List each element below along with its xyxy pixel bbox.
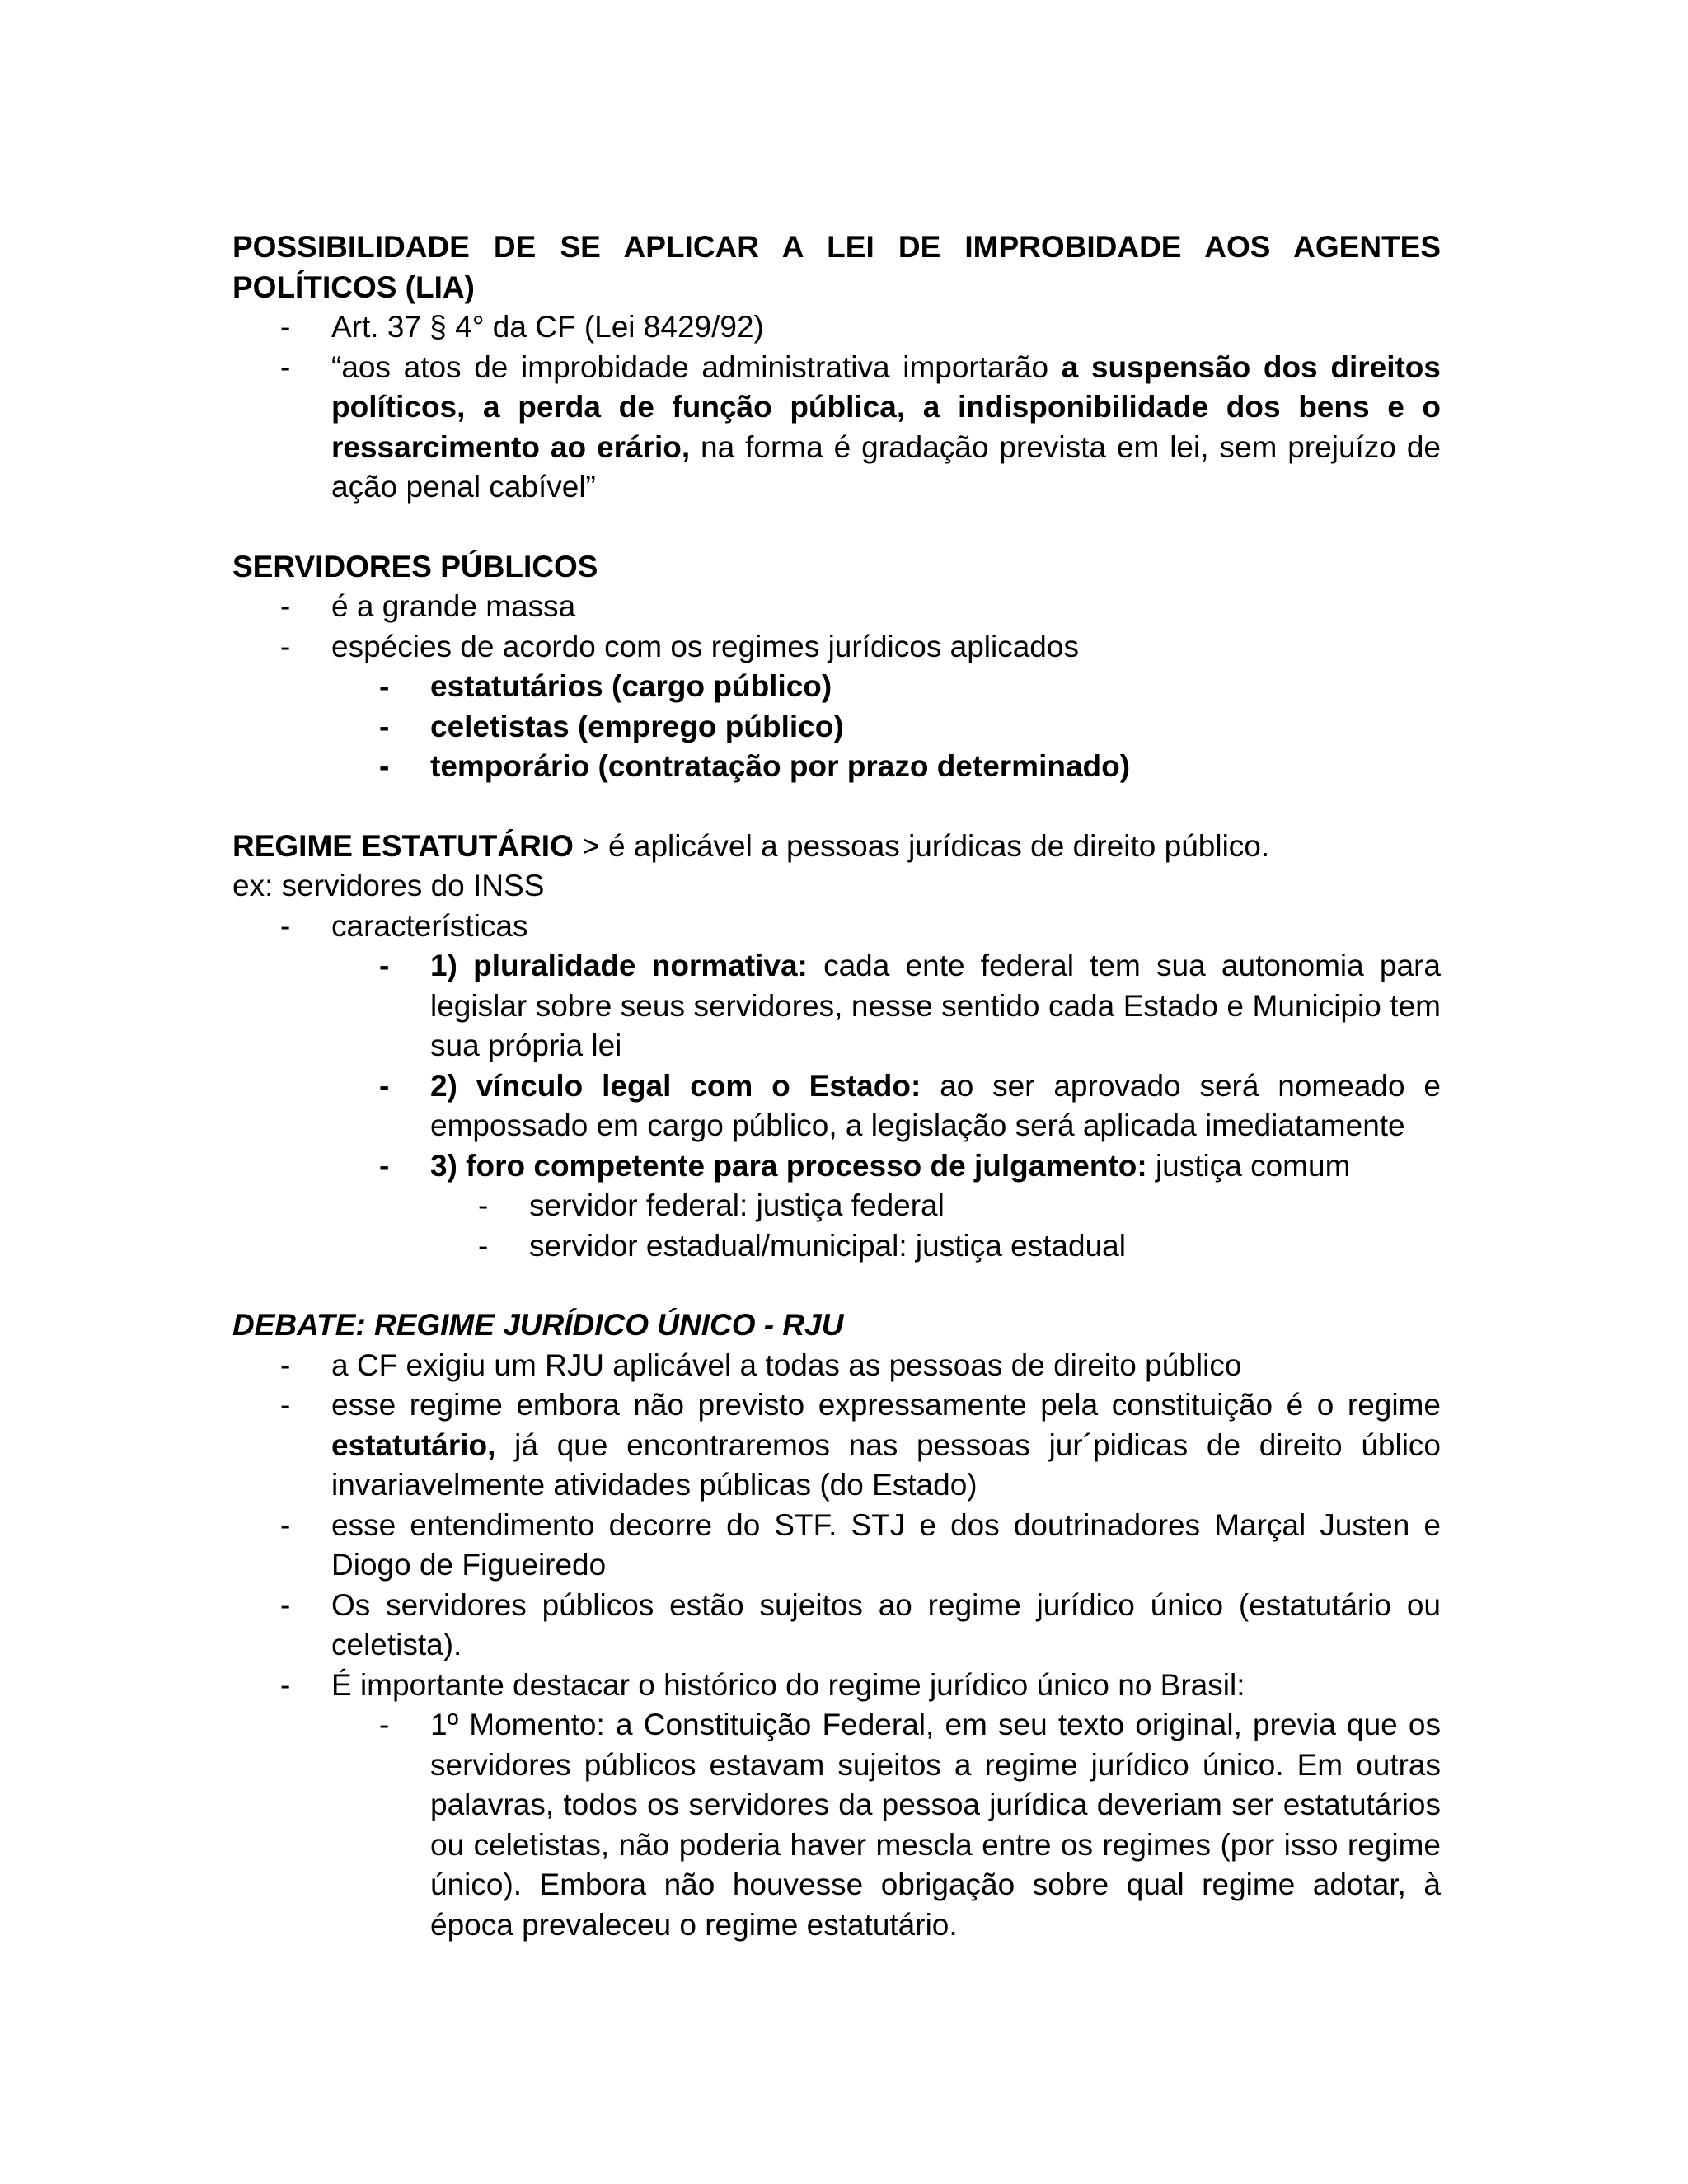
bullet-dash: - — [280, 310, 291, 344]
list-item-text: estatutários (cargo público) — [430, 669, 832, 703]
historico-list — [232, 1705, 1441, 1945]
list-item-text: esse regime embora não previsto expressamente pela constituição é o regime — [331, 1388, 1441, 1422]
section-servidores — [232, 547, 1441, 787]
bullet-dash: - — [280, 1388, 291, 1422]
bullet-dash: - — [379, 1148, 390, 1183]
list-item-text: servidor estadual/municipal: justiça estadual — [529, 1228, 1126, 1263]
item-description: justiça comum — [1146, 1148, 1351, 1183]
bullet-dash: - — [280, 1667, 291, 1702]
list-item-text-rest: já que encontraremos nas pessoas jur´pidicas de direito úblico invariavelmente atividades públicas (do Estado) — [331, 1427, 1441, 1502]
list-item-text: É importante destacar o histórico do regime jurídico único no Brasil: — [331, 1667, 1245, 1702]
list-item — [232, 1385, 1441, 1506]
bullet-dash: - — [478, 1188, 489, 1222]
foro-list — [232, 1186, 1441, 1266]
list-item — [232, 1226, 1441, 1267]
lia-list — [232, 307, 1441, 508]
section-rju — [232, 1305, 1441, 1945]
list-item — [232, 1586, 1441, 1666]
quote-text-rest: na forma é gradação prevista em lei, sem prejuízo de ação penal cabível” — [331, 429, 1441, 504]
bullet-dash: - — [280, 908, 291, 943]
list-item-text: celetistas (emprego público) — [430, 709, 844, 743]
bullet-dash: - — [379, 1708, 390, 1741]
section-title-rju: DEBATE: REGIME JURÍDICO ÚNICO - RJU — [232, 1308, 844, 1342]
list-item — [232, 667, 1441, 707]
rju-list — [232, 1346, 1441, 1706]
example-text: ex: servidores do INSS — [232, 869, 545, 902]
estatutario-list — [232, 907, 1441, 947]
list-item — [232, 747, 1441, 787]
list-item — [232, 946, 1441, 1066]
bullet-dash: - — [478, 1228, 489, 1263]
bullet-dash: - — [280, 629, 291, 663]
list-item — [232, 707, 1441, 748]
section-estatutario — [232, 827, 1441, 1267]
caracteristicas-list — [232, 946, 1441, 1186]
bullet-dash: - — [280, 1507, 291, 1542]
section-title-rest: > é aplicável a pessoas jurídicas de direito público. — [573, 828, 1270, 863]
bullet-dash: - — [280, 1347, 291, 1382]
section-title-lia: POSSIBILIDADE DE SE APLICAR A LEI DE IMPROBIDADE AOS AGENTES POLÍTICOS (LIA) — [232, 230, 1441, 304]
list-item — [232, 627, 1441, 668]
list-item-text: temporário (contratação por prazo determinado) — [430, 749, 1131, 783]
list-item-text: Art. 37 § 4° da CF (Lei 8429/92) — [331, 310, 764, 344]
bullet-dash: - — [379, 709, 390, 743]
item-term: 1) pluralidade normativa: — [430, 949, 808, 982]
list-item — [232, 1066, 1441, 1146]
list-item — [232, 587, 1441, 627]
bullet-dash: - — [379, 949, 390, 982]
list-item — [232, 1705, 1441, 1945]
quote-text: “aos atos de improbidade administrativa importarão — [331, 349, 1062, 384]
list-item — [232, 348, 1441, 508]
list-item — [232, 1346, 1441, 1386]
list-item — [232, 1506, 1441, 1586]
list-item-text: a CF exigiu um RJU aplicável a todas as pessoas de direito público — [331, 1347, 1242, 1382]
document-body — [232, 227, 1441, 1945]
list-item — [232, 1186, 1441, 1226]
section-title-estatutario: REGIME ESTATUTÁRIO — [232, 828, 574, 863]
item-description: cada ente federal tem sua autonomia para legislar sobre seus servidores, nesse sentido cada Estado e Municipio tem sua própria lei — [430, 949, 1441, 1062]
section-title-estatutario-line — [232, 827, 1441, 867]
bullet-dash: - — [280, 349, 291, 384]
section-lia — [232, 227, 1441, 508]
item-description: ao ser aprovado será nomeado e empossado em cargo público, a legislação será aplicada imediatamente — [430, 1068, 1441, 1142]
section-title-servidores: SERVIDORES PÚBLICOS — [232, 549, 598, 583]
item-term: 3) foro competente para processo de julgamento: — [430, 1148, 1147, 1183]
list-item-text: espécies de acordo com os regimes jurídicos aplicados — [331, 629, 1079, 663]
item-emphasis: estatutário, — [331, 1427, 496, 1462]
list-item — [232, 1666, 1441, 1706]
list-item-text: esse entendimento decorre do STF. STJ e dos doutrinadores Marçal Justen e Diogo de Figueiredo — [331, 1507, 1441, 1582]
especies-list — [232, 667, 1441, 787]
item-term: 2) vínculo legal com o Estado: — [430, 1068, 921, 1103]
list-item-text: é a grande massa — [331, 589, 576, 623]
bullet-dash: - — [379, 1068, 390, 1103]
quote-emphasis: a suspensão dos direitos políticos, a perda de função pública, a indisponibilidade dos bens e o ressarcimento ao erário, — [331, 349, 1441, 464]
bullet-dash: - — [379, 669, 390, 703]
servidores-list — [232, 587, 1441, 667]
bullet-dash: - — [280, 589, 291, 623]
list-item — [232, 307, 1441, 348]
bullet-dash: - — [280, 1587, 291, 1622]
list-item-text: características — [331, 908, 528, 943]
list-item — [232, 1146, 1441, 1187]
bullet-dash: - — [379, 749, 390, 783]
list-item — [232, 907, 1441, 947]
list-item-text: servidor federal: justiça federal — [529, 1188, 945, 1222]
list-item-text: Os servidores públicos estão sujeitos ao regime jurídico único (estatutário ou celetista). — [331, 1587, 1441, 1661]
list-item-text: 1º Momento: a Constituição Federal, em seu texto original, previa que os servidores públicos estavam sujeitos a regime jurídico único. Em outras palavras, todos os servidores da pessoa jurídica deveriam ser estatutários ou celetistas, não poderia haver mescla entre os regimes (por isso regime único). Embora não houvesse obrigação sobre qual regime adotar, à época prevaleceu o regime estatutário. — [430, 1708, 1441, 1942]
